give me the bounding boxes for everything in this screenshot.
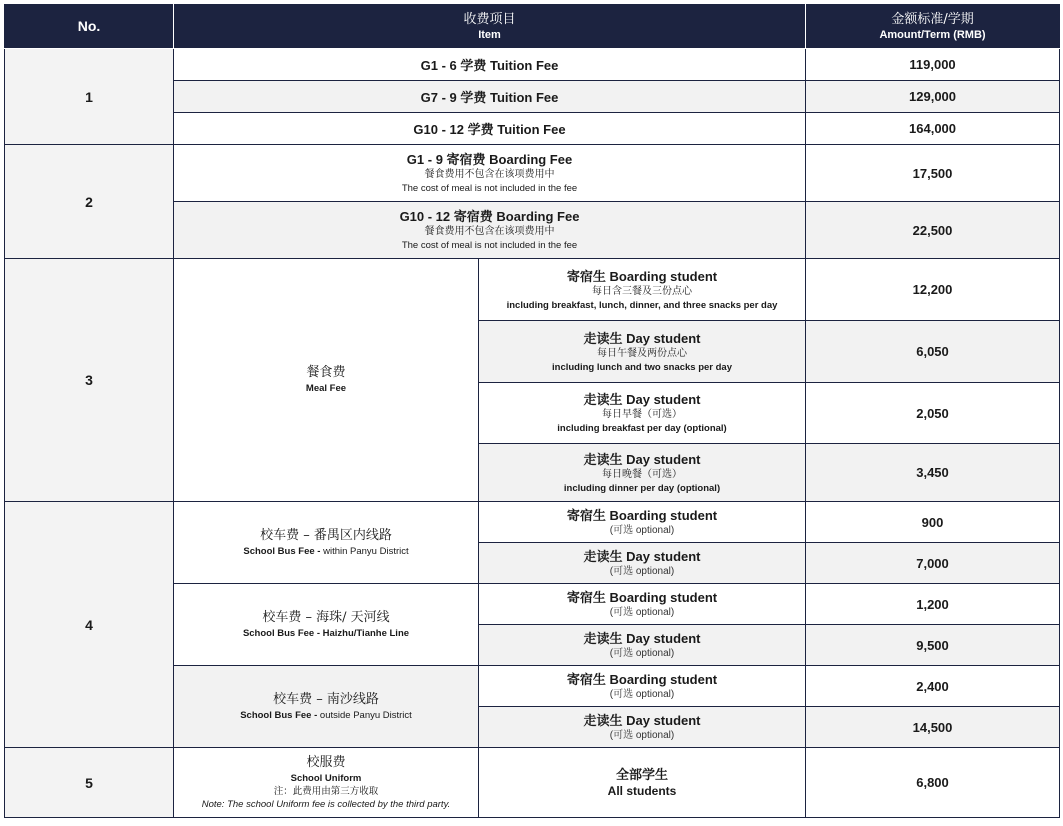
amount-cell: 900	[806, 502, 1060, 543]
amount-cell: 7,000	[806, 543, 1060, 584]
table-row	[5, 748, 1060, 818]
category-cn: 校车费 – 番禺区内线路	[260, 527, 392, 543]
item-note-en: The cost of meal is not included in the fee	[401, 183, 578, 194]
bus-fee-category	[174, 502, 479, 584]
header-amount: 金额标准/学期 Amount/Term (RMB)	[806, 5, 1060, 49]
item-note-cn: 餐食费用不包含在该项费用中	[424, 169, 555, 180]
row-number: 2	[5, 145, 174, 259]
uniform-category	[174, 748, 479, 818]
optional-note: (可选 optional)	[609, 566, 675, 577]
bus-item	[479, 666, 806, 707]
uniform-target	[479, 748, 806, 818]
item-desc-cn: 每日早餐（可选）	[602, 409, 682, 420]
amount-cell: 2,400	[806, 666, 1060, 707]
tuition-item: G1 - 6 学费 Tuition Fee	[174, 49, 806, 81]
item-label: 寄宿生 Boarding student	[566, 508, 718, 523]
amount-cell: 1,200	[806, 584, 1060, 625]
bus-item	[479, 625, 806, 666]
bus-item	[479, 543, 806, 584]
bus-item	[479, 707, 806, 748]
item-desc-en: including breakfast per day (optional)	[557, 423, 727, 434]
amount-cell: 164,000	[806, 113, 1060, 145]
fee-table	[4, 4, 1060, 818]
amount-cell: 2,050	[806, 383, 1060, 444]
item-desc-cn: 每日含三餐及三份点心	[592, 285, 692, 297]
item-label: G10 - 12 寄宿费 Boarding Fee	[399, 209, 580, 224]
category-en: School Bus Fee - Haizhu/Tianhe Line	[242, 627, 410, 639]
optional-note: (可选 optional)	[609, 525, 675, 536]
meal-item	[479, 321, 806, 383]
bus-fee-category	[174, 666, 479, 748]
category-en: School Uniform	[290, 773, 362, 784]
category-cn: 校服费	[306, 755, 346, 770]
bus-item	[479, 502, 806, 543]
item-label: 寄宿生 Boarding student	[566, 590, 718, 605]
header-no: No.	[5, 5, 174, 49]
note-cn: 注：此费用由第三方收取	[273, 786, 379, 797]
meal-item	[479, 259, 806, 321]
row-number: 1	[5, 49, 174, 145]
item-note-en: The cost of meal is not included in the fee	[401, 240, 578, 251]
row-number: 5	[5, 748, 174, 818]
target-en: All students	[607, 783, 677, 798]
category-cn: 校车费 – 南沙线路	[273, 691, 379, 707]
amount-cell: 6,800	[806, 748, 1060, 818]
category-en: Meal Fee	[305, 383, 347, 394]
tuition-item: G10 - 12 学费 Tuition Fee	[174, 113, 806, 145]
bus-item	[479, 584, 806, 625]
meal-item	[479, 383, 806, 444]
item-label: 寄宿生 Boarding student	[566, 268, 718, 284]
amount-cell: 12,200	[806, 259, 1060, 321]
boarding-item	[174, 145, 806, 202]
item-label: 寄宿生 Boarding student	[566, 672, 718, 687]
amount-cell: 14,500	[806, 707, 1060, 748]
table-header-row	[5, 5, 1060, 49]
row-number: 3	[5, 259, 174, 502]
item-desc-cn: 每日午餐及两份点心	[597, 347, 687, 359]
row-number: 4	[5, 502, 174, 748]
item-label: G1 - 9 寄宿费 Boarding Fee	[406, 152, 573, 167]
boarding-item	[174, 202, 806, 259]
amount-cell: 22,500	[806, 202, 1060, 259]
optional-note: (可选 optional)	[609, 730, 675, 741]
category-en: School Bus Fee - within Panyu District	[243, 545, 409, 557]
table-row	[5, 49, 1060, 81]
category-cn: 餐食费	[306, 365, 346, 380]
category-cn: 校车费 – 海珠/ 天河线	[262, 609, 390, 625]
optional-note: (可选 optional)	[609, 648, 675, 659]
amount-cell: 3,450	[806, 444, 1060, 502]
optional-note: (可选 optional)	[609, 689, 675, 700]
meal-fee-category	[174, 259, 479, 502]
category-en: School Bus Fee - outside Panyu District	[240, 709, 412, 721]
amount-cell: 119,000	[806, 49, 1060, 81]
item-label: 走读生 Day student	[583, 451, 701, 467]
target-cn: 全部学生	[616, 766, 669, 782]
item-note-cn: 餐食费用不包含在该项费用中	[424, 226, 555, 237]
item-desc-en: including lunch and two snacks per day	[552, 361, 733, 373]
amount-cell: 129,000	[806, 81, 1060, 113]
tuition-item: G7 - 9 学费 Tuition Fee	[174, 81, 806, 113]
item-desc-en: including breakfast, lunch, dinner, and three snacks per day	[506, 299, 778, 311]
item-desc-cn: 每日晚餐（可选）	[602, 468, 682, 480]
item-label: 走读生 Day student	[583, 713, 701, 728]
amount-cell: 17,500	[806, 145, 1060, 202]
item-label: 走读生 Day student	[583, 330, 701, 346]
header-item: 收费项目 Item	[174, 5, 806, 49]
item-label: 走读生 Day student	[583, 392, 701, 407]
table-row	[5, 145, 1060, 202]
note-en: Note: The school Uniform fee is collected by the third party.	[201, 799, 451, 810]
optional-note: (可选 optional)	[609, 607, 675, 618]
table-row	[5, 259, 1060, 321]
amount-cell: 6,050	[806, 321, 1060, 383]
meal-item	[479, 444, 806, 502]
table-row	[5, 502, 1060, 543]
amount-cell: 9,500	[806, 625, 1060, 666]
bus-fee-category	[174, 584, 479, 666]
item-desc-en: including dinner per day (optional)	[563, 482, 721, 494]
item-label: 走读生 Day student	[583, 631, 701, 646]
item-label: 走读生 Day student	[583, 549, 701, 564]
